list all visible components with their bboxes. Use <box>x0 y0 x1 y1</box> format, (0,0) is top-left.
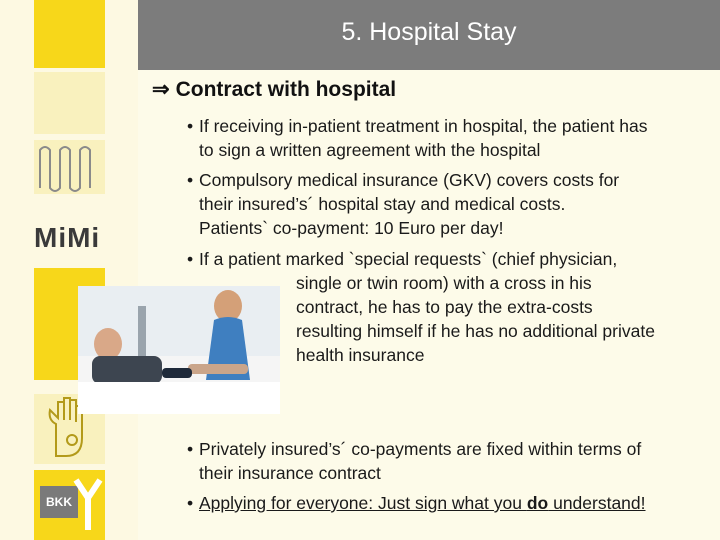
sidebar <box>0 0 138 540</box>
bullet-4-line-2: their insurance contract <box>199 463 381 483</box>
bullet-3-line-5: health insurance <box>296 345 425 365</box>
bullet-3-line-2: single or twin room) with a cross in his <box>296 273 592 293</box>
bullet-2-line-3: Patients` co-payment: 10 Euro per day! <box>199 218 504 238</box>
bullet-2-line-1: Compulsory medical insurance (GKV) covers costs for <box>199 170 620 190</box>
bullet-5-line-1 <box>199 491 714 515</box>
doodle-tile <box>34 140 105 194</box>
bullet-5-part-a: Applying for everyone: Just sign what you <box>199 493 527 513</box>
bullet-2-line-2: their insured’s´ hospital stay and medical costs. <box>199 194 566 214</box>
bullet-5-emphasis: do <box>526 493 549 513</box>
bullet-2 <box>187 168 714 240</box>
bullet-dot: • <box>187 249 194 269</box>
bkk-tile <box>34 470 105 540</box>
bullet-4 <box>187 437 714 485</box>
bullet-4-line-1: Privately insured’s´ co-payments are fixed within terms of <box>199 439 642 459</box>
bullet-dot: • <box>187 493 194 513</box>
bullet-dot: • <box>187 439 194 459</box>
bullet-1-line-2: to sign a written agreement with the hospital <box>199 140 541 160</box>
nurse-patient-photo <box>78 286 280 414</box>
bullet-dot: • <box>187 170 194 190</box>
bullet-5 <box>187 491 714 515</box>
heading-text: Contract with hospital <box>175 78 397 101</box>
bullet-5-part-c: understand! <box>548 493 646 513</box>
bullet-3-line-1: If a patient marked `special requests` (chief physician, <box>199 249 618 269</box>
arrow-icon: ⇒ <box>152 78 170 101</box>
bkk-logo: BKK <box>40 486 78 518</box>
yellow-tile-top <box>34 0 105 68</box>
section-heading <box>152 77 396 102</box>
bullet-dot: • <box>187 116 194 136</box>
bullet-1-line-1: If receiving in-patient treatment in hospital, the patient has <box>199 116 648 136</box>
slide-title: 5. Hospital Stay <box>341 18 517 46</box>
mimi-logo: MiMi <box>34 222 101 253</box>
bkk-y-icon <box>34 470 105 540</box>
bullet-3-line-4: resulting himself if he has no additional private <box>296 321 655 341</box>
doodle-icon <box>34 140 105 194</box>
bullet-3-line-3: contract, he has to pay the extra-costs <box>296 297 593 317</box>
pale-tile <box>34 72 105 134</box>
bullet-1 <box>187 114 714 162</box>
